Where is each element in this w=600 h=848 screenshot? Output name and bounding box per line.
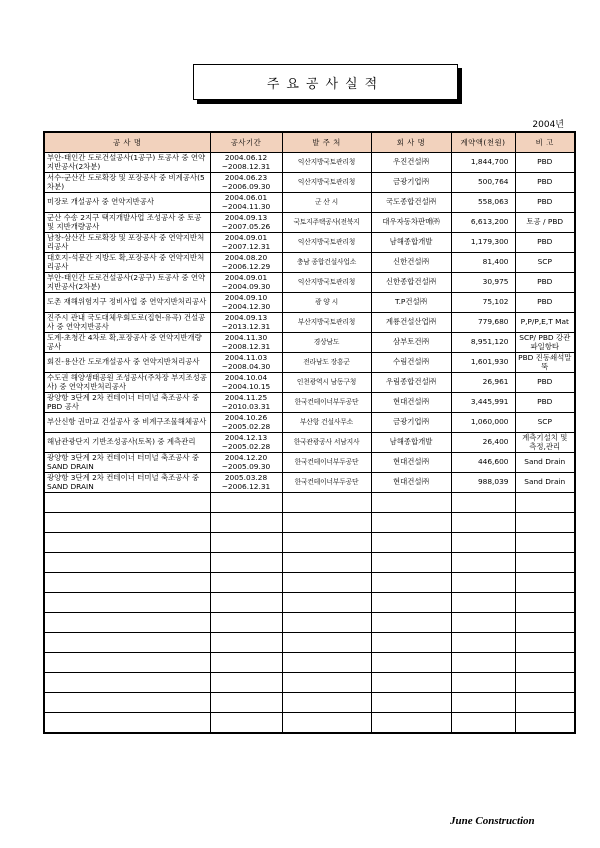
- amount-cell: [451, 673, 515, 693]
- period-cell: 2004.06.23 ~2006.09.30: [210, 173, 282, 193]
- empty-table-row: [44, 633, 575, 653]
- note-cell: 토공 / PBD: [515, 213, 575, 233]
- project-name-cell: 진주시 관내 국도대체우회도로(집현-유곡) 건설공사 중 연약지반공사: [44, 313, 210, 333]
- company-cell: 현대건설㈜: [371, 473, 451, 493]
- col-header-company: 회 사 명: [371, 132, 451, 153]
- amount-cell: [451, 553, 515, 573]
- note-cell: [515, 533, 575, 553]
- col-header-amount: 계약액(천원): [451, 132, 515, 153]
- note-cell: PBD 진동쇄석말뚝: [515, 353, 575, 373]
- note-cell: [515, 613, 575, 633]
- period-cell: [210, 533, 282, 553]
- table-row: [44, 473, 575, 493]
- company-cell: [371, 593, 451, 613]
- company-cell: [371, 673, 451, 693]
- col-header-note: 비 고: [515, 132, 575, 153]
- period-cell: 2004.06.12 ~2008.12.31: [210, 153, 282, 173]
- client-cell: [282, 493, 371, 513]
- table-row: [44, 453, 575, 473]
- amount-cell: 1,601,930: [451, 353, 515, 373]
- period-cell: [210, 573, 282, 593]
- amount-cell: 1,060,000: [451, 413, 515, 433]
- project-name-cell: [44, 573, 210, 593]
- period-cell: [210, 713, 282, 734]
- amount-cell: [451, 573, 515, 593]
- note-cell: SCP/ PBD 강관파일항타: [515, 333, 575, 353]
- client-cell: [282, 653, 371, 673]
- amount-cell: 26,961: [451, 373, 515, 393]
- client-cell: 군 산 시: [282, 193, 371, 213]
- year-label: 2004년: [532, 120, 564, 130]
- amount-cell: [451, 533, 515, 553]
- period-cell: 2004.12.20 ~2005.09.30: [210, 453, 282, 473]
- client-cell: [282, 633, 371, 653]
- note-cell: PBD: [515, 193, 575, 213]
- project-name-cell: 부산신항 권마교 건설공사 중 비계구조물해체공사: [44, 413, 210, 433]
- project-name-cell: 해남관광단지 기반조성공사(토목) 중 계측관리: [44, 433, 210, 453]
- note-cell: PBD: [515, 393, 575, 413]
- table-row: [44, 373, 575, 393]
- empty-table-row: [44, 493, 575, 513]
- project-name-cell: [44, 593, 210, 613]
- empty-table-row: [44, 673, 575, 693]
- project-name-cell: [44, 553, 210, 573]
- company-cell: [371, 553, 451, 573]
- company-cell: [371, 533, 451, 553]
- project-name-cell: [44, 653, 210, 673]
- empty-table-row: [44, 713, 575, 734]
- amount-cell: [451, 593, 515, 613]
- client-cell: [282, 573, 371, 593]
- client-cell: [282, 553, 371, 573]
- client-cell: 익산지방국토관리청: [282, 153, 371, 173]
- company-cell: 금광기업㈜: [371, 173, 451, 193]
- company-cell: 우림종합건설㈜: [371, 373, 451, 393]
- company-cell: 남해종합개발: [371, 433, 451, 453]
- client-cell: 인천광역시 남동구청: [282, 373, 371, 393]
- company-cell: T.P건설㈜: [371, 293, 451, 313]
- amount-cell: [451, 693, 515, 713]
- company-cell: 신한건설㈜: [371, 253, 451, 273]
- table-row: [44, 273, 575, 293]
- project-name-cell: 수도권 해양생태공원 조성공사(주차장 부지조성공사) 중 연약지반처리공사: [44, 373, 210, 393]
- company-cell: [371, 713, 451, 734]
- client-cell: 한국관광공사 서남지사: [282, 433, 371, 453]
- col-header-client: 발 주 처: [282, 132, 371, 153]
- period-cell: 2004.11.03 ~2008.04.30: [210, 353, 282, 373]
- period-cell: 2004.12.13 ~2005.02.28: [210, 433, 282, 453]
- amount-cell: 3,445,991: [451, 393, 515, 413]
- empty-table-row: [44, 613, 575, 633]
- note-cell: PBD: [515, 373, 575, 393]
- table-row: [44, 433, 575, 453]
- period-cell: [210, 593, 282, 613]
- period-cell: [210, 633, 282, 653]
- client-cell: 부산항 건설사무소: [282, 413, 371, 433]
- period-cell: 2004.09.10 ~2004.12.30: [210, 293, 282, 313]
- company-cell: [371, 493, 451, 513]
- period-cell: [210, 653, 282, 673]
- company-cell: 금광기업㈜: [371, 413, 451, 433]
- amount-cell: 26,400: [451, 433, 515, 453]
- client-cell: 충남 종합건설사업소: [282, 253, 371, 273]
- client-cell: [282, 533, 371, 553]
- company-cell: 현대건설㈜: [371, 393, 451, 413]
- amount-cell: [451, 613, 515, 633]
- note-cell: Sand Drain: [515, 453, 575, 473]
- project-name-cell: 미장로 개설공사 중 연약지반공사: [44, 193, 210, 213]
- note-cell: [515, 513, 575, 533]
- amount-cell: 1,844,700: [451, 153, 515, 173]
- period-cell: [210, 513, 282, 533]
- note-cell: [515, 673, 575, 693]
- company-cell: 삼부토건㈜: [371, 333, 451, 353]
- note-cell: PBD: [515, 153, 575, 173]
- project-name-cell: 도촌 재해위험지구 정비사업 중 연약지반처리공사: [44, 293, 210, 313]
- note-cell: PBD: [515, 293, 575, 313]
- project-name-cell: [44, 513, 210, 533]
- empty-table-row: [44, 513, 575, 533]
- client-cell: 한국컨테이너부두공단: [282, 473, 371, 493]
- note-cell: [515, 493, 575, 513]
- project-name-cell: 부안-태인간 도로건설공사(2공구) 토공사 중 연약지반공사(2차분): [44, 273, 210, 293]
- client-cell: 경상남도: [282, 333, 371, 353]
- client-cell: 전라남도 장흥군: [282, 353, 371, 373]
- project-name-cell: 도계-초청간 4차로 확,포장공사 중 연약지반개량공사: [44, 333, 210, 353]
- company-cell: 우진건설㈜: [371, 153, 451, 173]
- period-cell: [210, 553, 282, 573]
- company-signature: June Construction: [450, 815, 535, 827]
- amount-cell: [451, 513, 515, 533]
- empty-table-row: [44, 593, 575, 613]
- empty-table-row: [44, 653, 575, 673]
- amount-cell: 500,764: [451, 173, 515, 193]
- amount-cell: [451, 493, 515, 513]
- company-cell: 계룡건설산업㈜: [371, 313, 451, 333]
- note-cell: PBD: [515, 233, 575, 253]
- period-cell: 2004.09.01 ~2004.09.30: [210, 273, 282, 293]
- works-table: [43, 131, 576, 734]
- period-cell: 2004.11.25 ~2010.03.31: [210, 393, 282, 413]
- note-cell: [515, 593, 575, 613]
- note-cell: [515, 573, 575, 593]
- table-row: [44, 253, 575, 273]
- note-cell: PBD: [515, 173, 575, 193]
- empty-table-row: [44, 553, 575, 573]
- project-name-cell: 회진-용산간 도로개설공사 중 연약지반처리공사: [44, 353, 210, 373]
- project-name-cell: 대호지-석문간 지방도 확,포장공사 중 연약지반처리공사: [44, 253, 210, 273]
- client-cell: 한국컨테이너부두공단: [282, 453, 371, 473]
- note-cell: P,P/P,E,T Mat: [515, 313, 575, 333]
- project-name-cell: [44, 713, 210, 734]
- period-cell: [210, 673, 282, 693]
- amount-cell: [451, 653, 515, 673]
- company-cell: 현대건설㈜: [371, 453, 451, 473]
- period-cell: 2004.09.01 ~2007.12.31: [210, 233, 282, 253]
- company-cell: 대우자동차판매㈜: [371, 213, 451, 233]
- amount-cell: [451, 713, 515, 734]
- company-cell: 신한종합건설㈜: [371, 273, 451, 293]
- amount-cell: 1,179,300: [451, 233, 515, 253]
- note-cell: 계측기설치 및 측정,관리: [515, 433, 575, 453]
- period-cell: 2004.10.04 ~2004.10.15: [210, 373, 282, 393]
- project-name-cell: 광양항 3단계 2차 컨테이너 터미널 축조공사 중 SAND DRAIN: [44, 453, 210, 473]
- empty-table-row: [44, 573, 575, 593]
- client-cell: [282, 673, 371, 693]
- period-cell: [210, 493, 282, 513]
- company-cell: [371, 633, 451, 653]
- amount-cell: 779,680: [451, 313, 515, 333]
- project-name-cell: [44, 533, 210, 553]
- col-header-name: 공 사 명: [44, 132, 210, 153]
- amount-cell: 558,063: [451, 193, 515, 213]
- client-cell: 한국컨테이너부두공단: [282, 393, 371, 413]
- table-row: [44, 393, 575, 413]
- table-row: [44, 213, 575, 233]
- company-cell: [371, 573, 451, 593]
- project-name-cell: 군산 수송 2지구 택지개발사업 조성공사 중 토공 및 지반개량공사: [44, 213, 210, 233]
- period-cell: [210, 613, 282, 633]
- period-cell: 2004.08.20 ~2006.12.29: [210, 253, 282, 273]
- project-name-cell: [44, 493, 210, 513]
- client-cell: [282, 593, 371, 613]
- client-cell: [282, 693, 371, 713]
- project-name-cell: 광양항 3단계 2차 컨테이너 터미널 축조공사 중 PBD 공사: [44, 393, 210, 413]
- project-name-cell: 서수-군산간 도로확장 및 포장공사 중 비계공사(5차분): [44, 173, 210, 193]
- project-name-cell: 부안-태인간 도로건설공사(1공구) 토공사 중 연약지반공사(2차분): [44, 153, 210, 173]
- note-cell: [515, 553, 575, 573]
- col-header-period: 공사기간: [210, 132, 282, 153]
- client-cell: 광 양 시: [282, 293, 371, 313]
- period-cell: 2004.11.30 ~2008.12.31: [210, 333, 282, 353]
- amount-cell: 75,102: [451, 293, 515, 313]
- period-cell: 2004.10.26 ~2005.02.28: [210, 413, 282, 433]
- client-cell: 익산지방국토관리청: [282, 173, 371, 193]
- period-cell: 2004.06.01 ~2004.11.30: [210, 193, 282, 213]
- table-row: [44, 293, 575, 313]
- note-cell: Sand Drain: [515, 473, 575, 493]
- note-cell: [515, 693, 575, 713]
- client-cell: 부산지방국토관리청: [282, 313, 371, 333]
- page-title: 주요공사실적: [193, 64, 458, 100]
- note-cell: [515, 633, 575, 653]
- client-cell: [282, 613, 371, 633]
- company-cell: 국도종합건설㈜: [371, 193, 451, 213]
- empty-table-row: [44, 693, 575, 713]
- amount-cell: 8,951,120: [451, 333, 515, 353]
- note-cell: SCP: [515, 253, 575, 273]
- table-header-row: [44, 132, 575, 153]
- table-row: [44, 233, 575, 253]
- client-cell: 익산지방국토관리청: [282, 233, 371, 253]
- project-name-cell: [44, 673, 210, 693]
- amount-cell: 988,039: [451, 473, 515, 493]
- table-row: [44, 153, 575, 173]
- note-cell: [515, 653, 575, 673]
- project-name-cell: 광양항 3단계 2차 컨테이너 터미널 축조공사 중 SAND DRAIN: [44, 473, 210, 493]
- table-row: [44, 413, 575, 433]
- project-name-cell: [44, 613, 210, 633]
- company-cell: [371, 693, 451, 713]
- amount-cell: 6,613,200: [451, 213, 515, 233]
- period-cell: 2005.03.28 ~2006.12.31: [210, 473, 282, 493]
- table-row: [44, 313, 575, 333]
- company-cell: 남해종합개발: [371, 233, 451, 253]
- table-row: [44, 333, 575, 353]
- table-row: [44, 173, 575, 193]
- project-name-cell: [44, 693, 210, 713]
- note-cell: [515, 713, 575, 734]
- amount-cell: 446,600: [451, 453, 515, 473]
- project-name-cell: [44, 633, 210, 653]
- table-row: [44, 193, 575, 213]
- table-row: [44, 353, 575, 373]
- company-cell: [371, 653, 451, 673]
- project-name-cell: 남창-삼산간 도로확장 및 포장공사 중 연약지반처리공사: [44, 233, 210, 253]
- period-cell: 2004.09.13 ~2007.05.26: [210, 213, 282, 233]
- amount-cell: 30,975: [451, 273, 515, 293]
- company-cell: 수림건설㈜: [371, 353, 451, 373]
- period-cell: 2004.09.13 ~2013.12.31: [210, 313, 282, 333]
- client-cell: [282, 713, 371, 734]
- note-cell: SCP: [515, 413, 575, 433]
- note-cell: PBD: [515, 273, 575, 293]
- company-cell: [371, 613, 451, 633]
- amount-cell: [451, 633, 515, 653]
- client-cell: 국토지주택공사(전북지: [282, 213, 371, 233]
- client-cell: 익산지방국토관리청: [282, 273, 371, 293]
- client-cell: [282, 513, 371, 533]
- company-cell: [371, 513, 451, 533]
- period-cell: [210, 693, 282, 713]
- amount-cell: 81,400: [451, 253, 515, 273]
- empty-table-row: [44, 533, 575, 553]
